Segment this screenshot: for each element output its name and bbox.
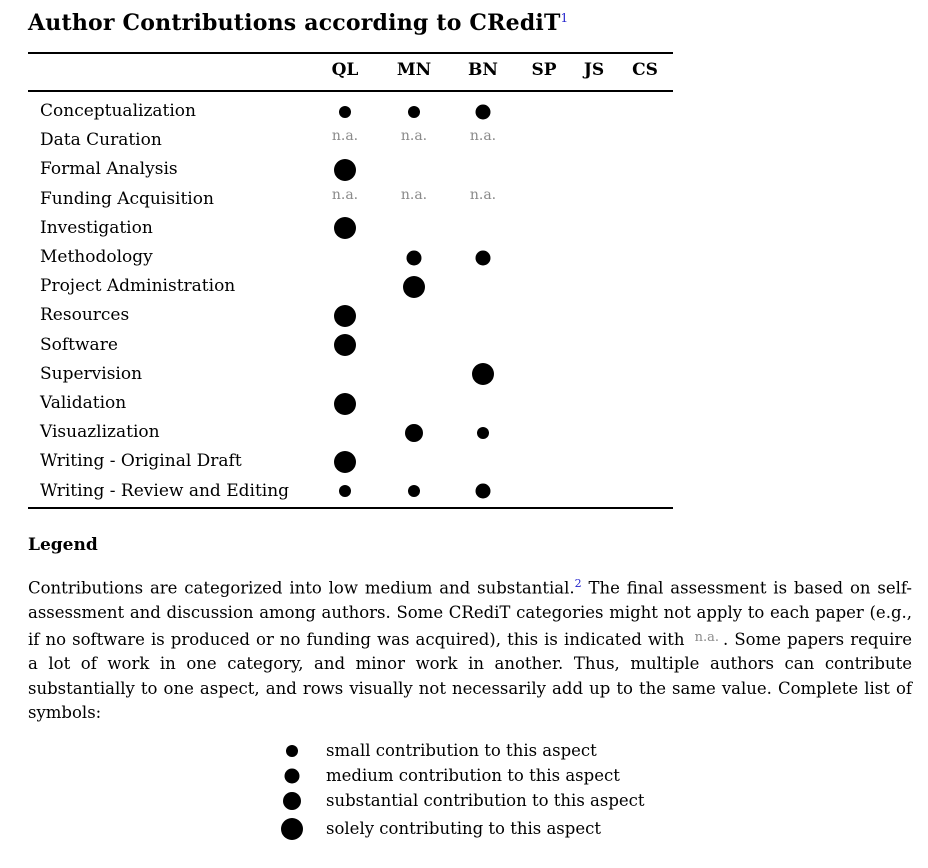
table-row: [28, 360, 673, 389]
table-cell: [458, 126, 508, 155]
table-cell: [389, 301, 439, 330]
table-cell: [320, 97, 370, 126]
table-cell: [569, 214, 619, 243]
table-cell: [389, 97, 439, 126]
small-contribution-dot-icon: [339, 106, 351, 118]
row-label: Software: [40, 334, 118, 355]
substantial-contribution-dot-icon: [405, 424, 423, 442]
table-cell: [458, 389, 508, 418]
symbol-item: [270, 816, 790, 842]
table-cell: [620, 418, 670, 447]
table-cell: [458, 272, 508, 301]
table-cell: [620, 477, 670, 506]
table-cell: [389, 272, 439, 301]
medium-contribution-dot-icon: [476, 484, 491, 499]
table-cell: [519, 97, 569, 126]
table-cell: [519, 155, 569, 184]
legend-paragraph: [28, 572, 912, 726]
page-title: [28, 10, 568, 36]
table-cell: [320, 389, 370, 418]
table-row: [28, 331, 673, 360]
table-cell: [569, 185, 619, 214]
row-label: Investigation: [40, 217, 153, 238]
table-cell: [519, 301, 569, 330]
table-cell: [320, 214, 370, 243]
na-marker: n.a.: [400, 186, 428, 203]
table-cell: [569, 126, 619, 155]
row-label: Formal Analysis: [40, 159, 178, 180]
solely-contribution-dot-icon: [472, 363, 494, 385]
table-cell: [320, 155, 370, 184]
table-cell: [519, 272, 569, 301]
solely-contribution-dot-icon: [334, 217, 356, 239]
row-label: Writing - Review and Editing: [40, 480, 290, 501]
na-marker: n.a.: [469, 128, 497, 145]
legend-heading: Legend: [28, 535, 98, 555]
table-row: [28, 447, 673, 476]
table-cell: [519, 418, 569, 447]
table-cell: [519, 360, 569, 389]
table-row: [28, 272, 673, 301]
table-cell: [569, 389, 619, 418]
table-cell: [569, 477, 619, 506]
table-cell: [620, 155, 670, 184]
table-cell: [620, 331, 670, 360]
solely-contribution-dot-icon: [334, 451, 356, 473]
author-header-sp: SP: [531, 60, 557, 80]
table-cell: [389, 389, 439, 418]
table-cell: [320, 185, 370, 214]
table-cell: [569, 360, 619, 389]
table-cell: [519, 126, 569, 155]
row-label: Validation: [40, 393, 127, 413]
table-cell: [320, 360, 370, 389]
row-label: Visuazlization: [40, 422, 160, 443]
author-header-ql: QL: [331, 60, 359, 80]
table-cell: [320, 447, 370, 476]
table-cell: [519, 477, 569, 506]
table-row: [28, 126, 673, 155]
author-header-cs: CS: [632, 60, 658, 80]
table-cell: [620, 185, 670, 214]
table-row: [28, 185, 673, 214]
table-cell: [458, 447, 508, 476]
medium-contribution-dot-icon: [407, 250, 422, 265]
table-cell: [320, 418, 370, 447]
symbol-item: [270, 763, 790, 789]
table-cell: [458, 243, 508, 272]
table-cell: [389, 360, 439, 389]
table-bottom-rule: [28, 507, 673, 509]
symbol-dot-wrapper: [270, 763, 314, 789]
table-row: [28, 301, 673, 330]
symbol-label: small contribution to this aspect: [326, 741, 597, 760]
table-cell: [569, 272, 619, 301]
table-cell: [569, 97, 619, 126]
row-label: Funding Acquisition: [40, 188, 214, 209]
row-label: Supervision: [40, 363, 143, 384]
solely-contribution-dot-icon: [403, 276, 425, 298]
table-cell: [320, 126, 370, 155]
table-cell: [389, 243, 439, 272]
table-cell: [519, 389, 569, 418]
table-cell: [320, 331, 370, 360]
table-cell: [389, 447, 439, 476]
table-cell: [458, 418, 508, 447]
row-label: Methodology: [40, 247, 153, 267]
table-cell: [389, 185, 439, 214]
table-cell: [620, 389, 670, 418]
legend-text-1: Contributions are categorized into low medium and substantial.: [28, 578, 575, 598]
table-cell: [519, 185, 569, 214]
table-cell: [569, 243, 619, 272]
table-cell: [569, 155, 619, 184]
table-cell: [569, 301, 619, 330]
symbol-dot-wrapper: [270, 738, 314, 764]
table-cell: [458, 214, 508, 243]
small-contribution-dot-icon: [477, 427, 489, 439]
table-cell: [389, 331, 439, 360]
table-row: [28, 155, 673, 184]
table-cell: [389, 418, 439, 447]
symbol-label: medium contribution to this aspect: [326, 766, 620, 785]
symbol-item: [270, 738, 790, 764]
table-cell: [458, 360, 508, 389]
table-cell: [519, 214, 569, 243]
table-cell: [389, 126, 439, 155]
table-cell: [320, 272, 370, 301]
row-label: Data Curation: [40, 130, 162, 151]
table-cell: [519, 447, 569, 476]
table-cell: [519, 331, 569, 360]
table-cell: [458, 331, 508, 360]
row-label: Project Administration: [40, 276, 236, 297]
solely-contribution-dot-icon: [281, 818, 303, 840]
medium-contribution-dot-icon: [476, 104, 491, 119]
table-cell: [389, 214, 439, 243]
table-cell: [620, 243, 670, 272]
symbol-dot-wrapper: [270, 816, 314, 842]
table-header-rule: [28, 90, 673, 92]
author-header-bn: BN: [468, 60, 498, 80]
table-row: [28, 389, 673, 418]
row-label: Resources: [40, 305, 130, 326]
table-cell: [620, 447, 670, 476]
table-cell: [620, 360, 670, 389]
row-label: Writing - Original Draft: [40, 451, 242, 472]
solely-contribution-dot-icon: [334, 334, 356, 356]
legend-footnote-marker[interactable]: 2: [574, 577, 582, 590]
table-cell: [620, 214, 670, 243]
table-cell: [458, 185, 508, 214]
table-row: [28, 214, 673, 243]
table-cell: [389, 155, 439, 184]
table-cell: [320, 243, 370, 272]
legend-text-3: . Some papers require a lot of work in one category, and minor work in another. Thus, multiple authors can contribute substantially to one aspect, and rows visually not necessarily add up to the same value. Complete list of symbols:: [28, 629, 912, 722]
symbol-dot-wrapper: [270, 788, 314, 814]
author-header-js: JS: [583, 60, 605, 80]
legend-text-2: The final assessment is based on self-assessment and discussion among authors. Some CRediT categories might not apply to each paper (e.g., if no software is produced or no funding was acquired), this is indicated with: [28, 578, 912, 649]
small-contribution-dot-icon: [408, 106, 420, 118]
table-cell: [389, 477, 439, 506]
table-cell: [458, 301, 508, 330]
table-cell: [320, 301, 370, 330]
title-footnote-marker[interactable]: 1: [560, 11, 569, 25]
na-marker: n.a.: [469, 186, 497, 203]
substantial-contribution-dot-icon: [283, 792, 301, 810]
symbol-item: [270, 788, 790, 814]
table-cell: [620, 126, 670, 155]
solely-contribution-dot-icon: [334, 393, 356, 415]
table-cell: [569, 418, 619, 447]
table-cell: [458, 97, 508, 126]
na-marker: n.a.: [331, 128, 359, 145]
solely-contribution-dot-icon: [334, 159, 356, 181]
small-contribution-dot-icon: [408, 485, 420, 497]
table-row: [28, 243, 673, 272]
table-cell: [569, 447, 619, 476]
title-text: Author Contributions according to CRediT: [28, 10, 561, 36]
na-marker: n.a.: [331, 186, 359, 203]
medium-contribution-dot-icon: [285, 769, 300, 784]
symbol-label: solely contributing to this aspect: [326, 819, 601, 838]
na-marker: n.a.: [400, 128, 428, 145]
solely-contribution-dot-icon: [334, 305, 356, 327]
small-contribution-dot-icon: [286, 745, 298, 757]
table-cell: [320, 477, 370, 506]
table-cell: [458, 477, 508, 506]
table-top-rule: [28, 52, 673, 54]
table-cell: [620, 97, 670, 126]
table-cell: [620, 272, 670, 301]
small-contribution-dot-icon: [339, 485, 351, 497]
table-row: [28, 418, 673, 447]
table-cell: [569, 331, 619, 360]
symbol-label: substantial contribution to this aspect: [326, 791, 645, 810]
table-row: [28, 477, 673, 506]
row-label: Conceptualization: [40, 101, 196, 121]
na-inline-marker: n.a.: [694, 629, 719, 645]
author-header-mn: MN: [396, 60, 432, 80]
table-cell: [519, 243, 569, 272]
table-cell: [458, 155, 508, 184]
table-row: [28, 97, 673, 126]
table-cell: [620, 301, 670, 330]
medium-contribution-dot-icon: [476, 250, 491, 265]
